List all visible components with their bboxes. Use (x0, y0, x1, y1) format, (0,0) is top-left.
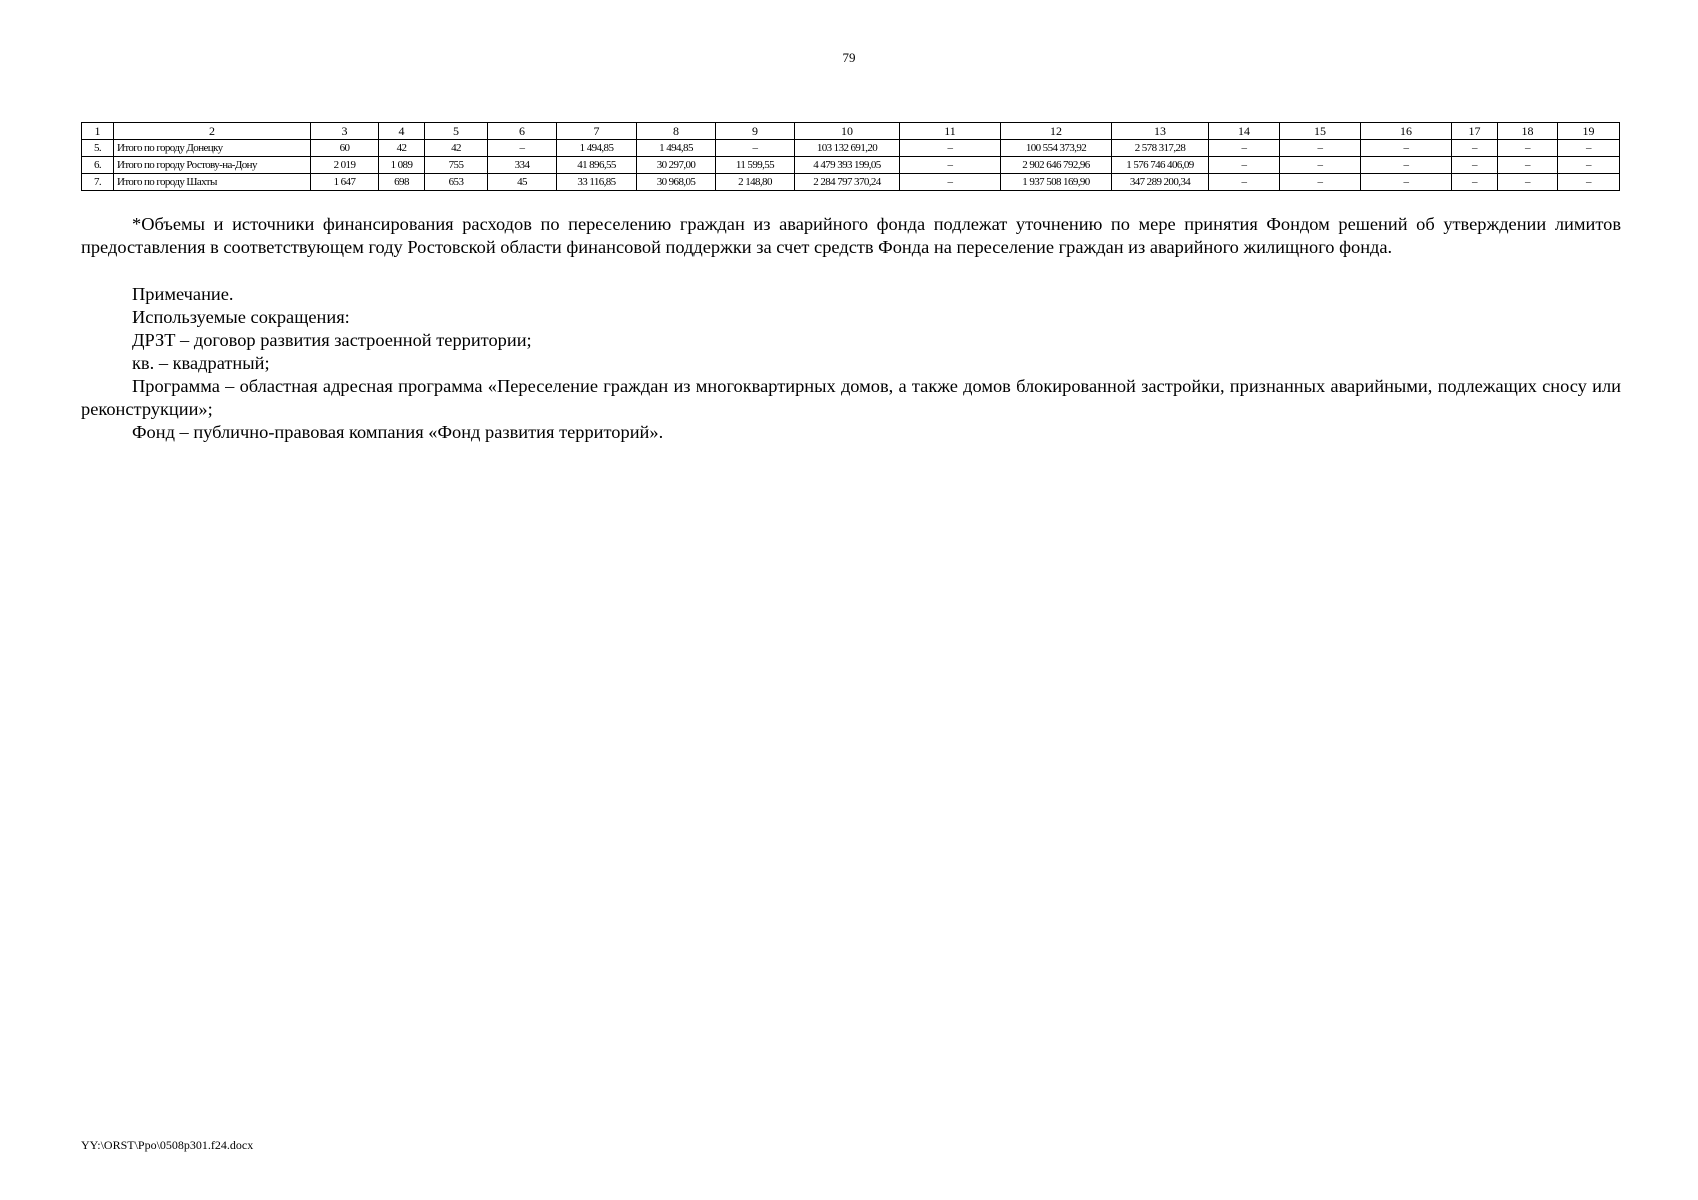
table-cell: 2 902 646 792,96 (1001, 157, 1112, 174)
header-cell: 13 (1112, 123, 1209, 140)
table-cell: – (1498, 140, 1558, 157)
header-cell: 6 (488, 123, 557, 140)
table-cell: – (1209, 140, 1280, 157)
footer-file-path: YY:\ORST\Ppo\0508p301.f24.docx (81, 1138, 254, 1152)
table-cell: 1 576 746 406,09 (1112, 157, 1209, 174)
table-cell: 1 647 (311, 174, 379, 191)
table-cell: – (1361, 140, 1452, 157)
table-cell: 42 (425, 140, 488, 157)
table-cell: – (1558, 140, 1620, 157)
table-cell: 45 (488, 174, 557, 191)
table-cell: – (1498, 174, 1558, 191)
table-cell: – (1558, 174, 1620, 191)
table-cell: 2 148,80 (716, 174, 795, 191)
table-cell: Итого по городу Ростову-на-Дону (114, 157, 311, 174)
table-cell: 42 (379, 140, 425, 157)
table-cell: – (1361, 174, 1452, 191)
table-cell: 11 599,55 (716, 157, 795, 174)
table-cell: 60 (311, 140, 379, 157)
abbreviation-item: ДРЗТ – договор развития застроенной территории; (132, 330, 532, 350)
table-cell: 1 494,85 (557, 140, 637, 157)
table-cell: 2 284 797 370,24 (795, 174, 900, 191)
table-cell: – (1280, 157, 1361, 174)
notes-title: Примечание. (132, 284, 234, 304)
table-cell: – (1209, 157, 1280, 174)
header-cell: 4 (379, 123, 425, 140)
table-cell: – (1452, 157, 1498, 174)
header-cell: 19 (1558, 123, 1620, 140)
table-cell: – (1498, 157, 1558, 174)
header-cell: 3 (311, 123, 379, 140)
table-cell: 653 (425, 174, 488, 191)
header-cell: 14 (1209, 123, 1280, 140)
table-cell: 2 578 317,28 (1112, 140, 1209, 157)
notes-subtitle: Используемые сокращения: (132, 307, 350, 327)
abbreviation-item: кв. – квадратный; (132, 353, 270, 373)
table-cell: 103 132 691,20 (795, 140, 900, 157)
table-cell: 1 494,85 (637, 140, 716, 157)
table-cell: – (1361, 157, 1452, 174)
table-cell: – (716, 140, 795, 157)
header-cell: 18 (1498, 123, 1558, 140)
header-cell: 5 (425, 123, 488, 140)
table-row (82, 157, 1620, 174)
table-cell: Итого по городу Донецку (114, 140, 311, 157)
table-cell: 30 297,00 (637, 157, 716, 174)
table-row (82, 174, 1620, 191)
table-cell: – (900, 157, 1001, 174)
table-cell: – (900, 174, 1001, 191)
table-cell: 100 554 373,92 (1001, 140, 1112, 157)
table-cell: – (1452, 174, 1498, 191)
header-cell: 7 (557, 123, 637, 140)
financing-table (81, 122, 1620, 191)
table-cell: 347 289 200,34 (1112, 174, 1209, 191)
table-cell: 30 968,05 (637, 174, 716, 191)
table-cell: 755 (425, 157, 488, 174)
header-cell: 15 (1280, 123, 1361, 140)
header-cell: 1 (82, 123, 114, 140)
table-header-row (82, 123, 1620, 140)
header-cell: 17 (1452, 123, 1498, 140)
abbreviation-item: Фонд – публично-правовая компания «Фонд развития территорий». (132, 422, 664, 442)
table-cell: 5. (82, 140, 114, 157)
header-cell: 12 (1001, 123, 1112, 140)
table-cell: 334 (488, 157, 557, 174)
table-cell: 33 116,85 (557, 174, 637, 191)
header-cell: 16 (1361, 123, 1452, 140)
table-cell: – (1558, 157, 1620, 174)
abbreviation-item: Программа – областная адресная программа «Переселение граждан из многоквартирных домов, а также домов блокированной застройки, признанных аварийными, подлежащих сносу или реконструкции»; (81, 376, 1621, 419)
table-cell: Итого по городу Шахты (114, 174, 311, 191)
table-cell: 1 089 (379, 157, 425, 174)
table-cell: 1 937 508 169,90 (1001, 174, 1112, 191)
header-cell: 10 (795, 123, 900, 140)
table-cell: 41 896,55 (557, 157, 637, 174)
table-cell: 4 479 393 199,05 (795, 157, 900, 174)
table-cell: – (1280, 174, 1361, 191)
table-cell: 7. (82, 174, 114, 191)
notes-block (81, 283, 1621, 444)
table-cell: – (488, 140, 557, 157)
table-cell: – (1280, 140, 1361, 157)
header-cell: 9 (716, 123, 795, 140)
header-cell: 11 (900, 123, 1001, 140)
page-number: 79 (842, 50, 856, 65)
footnote-text: *Объемы и источники финансирования расходов по переселению граждан из аварийного фонда подлежат уточнению по мере принятия Фондом решений об утверждении лимитов предоставления в соответствующем году Ростовской области финансовой поддержки за счет средств Фонда на переселение граждан из аварийного жилищного фонда. (81, 214, 1621, 257)
table-cell: – (1452, 140, 1498, 157)
table-cell: – (1209, 174, 1280, 191)
table-row (82, 140, 1620, 157)
header-cell: 2 (114, 123, 311, 140)
footnote-block (81, 213, 1621, 259)
header-cell: 8 (637, 123, 716, 140)
table-cell: 2 019 (311, 157, 379, 174)
table-cell: 6. (82, 157, 114, 174)
table-cell: 698 (379, 174, 425, 191)
table-cell: – (900, 140, 1001, 157)
